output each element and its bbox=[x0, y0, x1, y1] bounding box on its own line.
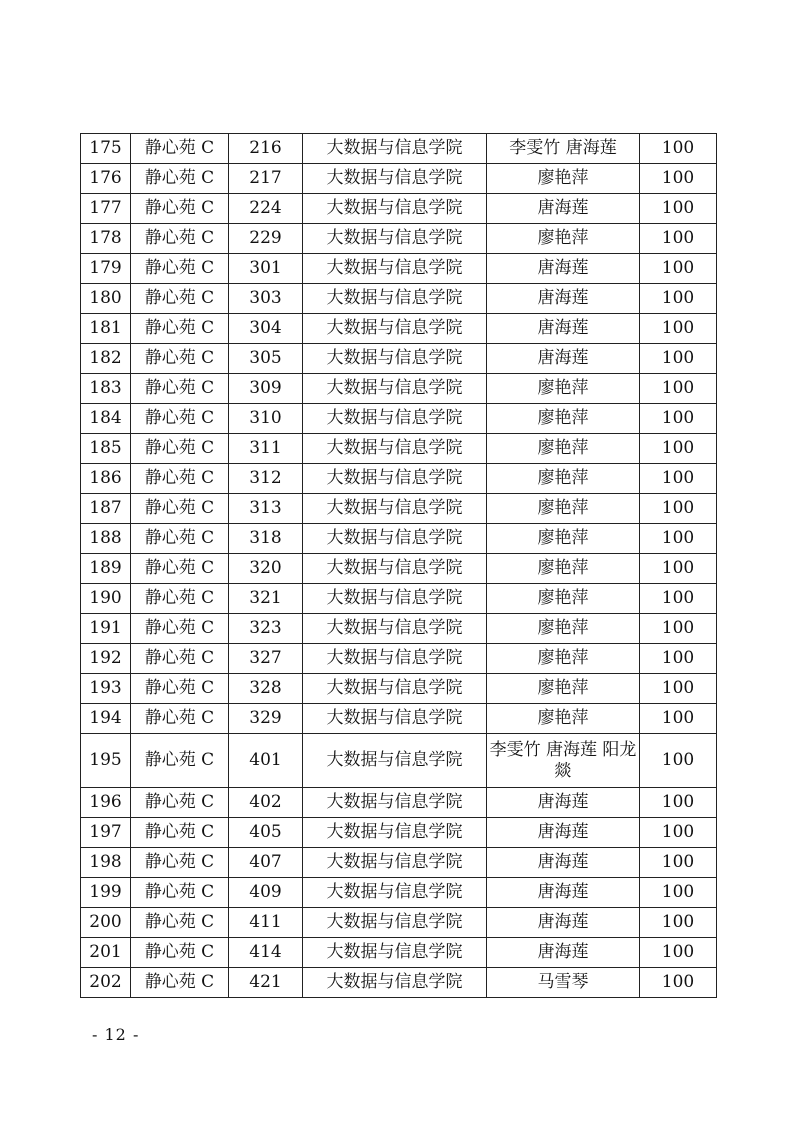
college-cell: 大数据与信息学院 bbox=[303, 968, 487, 998]
inspector-cell: 廖艳萍 bbox=[487, 554, 640, 584]
score-cell: 100 bbox=[640, 968, 717, 998]
score-cell: 100 bbox=[640, 134, 717, 164]
row-number-cell: 199 bbox=[81, 878, 131, 908]
room-number-cell: 224 bbox=[229, 194, 303, 224]
building-cell: 静心苑 C bbox=[131, 284, 229, 314]
row-number-cell: 186 bbox=[81, 464, 131, 494]
table-row bbox=[81, 614, 717, 644]
college-cell: 大数据与信息学院 bbox=[303, 908, 487, 938]
score-cell: 100 bbox=[640, 284, 717, 314]
building-cell: 静心苑 C bbox=[131, 878, 229, 908]
row-number-cell: 201 bbox=[81, 938, 131, 968]
page-number: - 12 - bbox=[92, 1025, 140, 1044]
table-row bbox=[81, 704, 717, 734]
college-cell: 大数据与信息学院 bbox=[303, 818, 487, 848]
inspector-cell: 唐海莲 bbox=[487, 194, 640, 224]
room-number-cell: 328 bbox=[229, 674, 303, 704]
college-cell: 大数据与信息学院 bbox=[303, 878, 487, 908]
inspector-cell: 廖艳萍 bbox=[487, 674, 640, 704]
inspector-cell: 李雯竹 唐海莲 bbox=[487, 134, 640, 164]
row-number-cell: 189 bbox=[81, 554, 131, 584]
inspector-cell: 廖艳萍 bbox=[487, 584, 640, 614]
college-cell: 大数据与信息学院 bbox=[303, 374, 487, 404]
table-row bbox=[81, 644, 717, 674]
table-row bbox=[81, 878, 717, 908]
college-cell: 大数据与信息学院 bbox=[303, 404, 487, 434]
row-number-cell: 194 bbox=[81, 704, 131, 734]
room-number-cell: 318 bbox=[229, 524, 303, 554]
row-number-cell: 184 bbox=[81, 404, 131, 434]
row-number-cell: 190 bbox=[81, 584, 131, 614]
score-cell: 100 bbox=[640, 938, 717, 968]
building-cell: 静心苑 C bbox=[131, 674, 229, 704]
row-number-cell: 192 bbox=[81, 644, 131, 674]
score-cell: 100 bbox=[640, 314, 717, 344]
row-number-cell: 185 bbox=[81, 434, 131, 464]
room-number-cell: 312 bbox=[229, 464, 303, 494]
table-row bbox=[81, 554, 717, 584]
college-cell: 大数据与信息学院 bbox=[303, 554, 487, 584]
table-row bbox=[81, 734, 717, 788]
inspector-cell: 唐海莲 bbox=[487, 938, 640, 968]
building-cell: 静心苑 C bbox=[131, 908, 229, 938]
room-number-cell: 421 bbox=[229, 968, 303, 998]
college-cell: 大数据与信息学院 bbox=[303, 464, 487, 494]
building-cell: 静心苑 C bbox=[131, 374, 229, 404]
table-row bbox=[81, 404, 717, 434]
room-number-cell: 313 bbox=[229, 494, 303, 524]
table-row bbox=[81, 938, 717, 968]
inspector-cell: 唐海莲 bbox=[487, 818, 640, 848]
row-number-cell: 193 bbox=[81, 674, 131, 704]
college-cell: 大数据与信息学院 bbox=[303, 644, 487, 674]
score-cell: 100 bbox=[640, 464, 717, 494]
table-body bbox=[81, 134, 717, 998]
building-cell: 静心苑 C bbox=[131, 554, 229, 584]
room-number-cell: 329 bbox=[229, 704, 303, 734]
college-cell: 大数据与信息学院 bbox=[303, 134, 487, 164]
building-cell: 静心苑 C bbox=[131, 494, 229, 524]
table-row bbox=[81, 224, 717, 254]
room-number-cell: 402 bbox=[229, 788, 303, 818]
building-cell: 静心苑 C bbox=[131, 788, 229, 818]
inspector-cell: 廖艳萍 bbox=[487, 374, 640, 404]
building-cell: 静心苑 C bbox=[131, 254, 229, 284]
room-number-cell: 401 bbox=[229, 734, 303, 788]
table-row bbox=[81, 374, 717, 404]
room-number-cell: 309 bbox=[229, 374, 303, 404]
room-number-cell: 217 bbox=[229, 164, 303, 194]
inspector-cell: 廖艳萍 bbox=[487, 644, 640, 674]
building-cell: 静心苑 C bbox=[131, 434, 229, 464]
building-cell: 静心苑 C bbox=[131, 134, 229, 164]
inspector-cell: 廖艳萍 bbox=[487, 704, 640, 734]
score-cell: 100 bbox=[640, 788, 717, 818]
table-row bbox=[81, 788, 717, 818]
row-number-cell: 177 bbox=[81, 194, 131, 224]
row-number-cell: 175 bbox=[81, 134, 131, 164]
row-number-cell: 198 bbox=[81, 848, 131, 878]
inspector-cell: 李雯竹 唐海莲 阳龙燚 bbox=[487, 734, 640, 788]
score-cell: 100 bbox=[640, 164, 717, 194]
room-number-cell: 301 bbox=[229, 254, 303, 284]
room-number-cell: 405 bbox=[229, 818, 303, 848]
inspector-cell: 廖艳萍 bbox=[487, 494, 640, 524]
table-row bbox=[81, 464, 717, 494]
college-cell: 大数据与信息学院 bbox=[303, 224, 487, 254]
row-number-cell: 181 bbox=[81, 314, 131, 344]
score-cell: 100 bbox=[640, 584, 717, 614]
college-cell: 大数据与信息学院 bbox=[303, 734, 487, 788]
building-cell: 静心苑 C bbox=[131, 224, 229, 254]
college-cell: 大数据与信息学院 bbox=[303, 494, 487, 524]
room-number-cell: 320 bbox=[229, 554, 303, 584]
inspector-cell: 唐海莲 bbox=[487, 344, 640, 374]
table-row bbox=[81, 524, 717, 554]
room-number-cell: 304 bbox=[229, 314, 303, 344]
row-number-cell: 178 bbox=[81, 224, 131, 254]
building-cell: 静心苑 C bbox=[131, 704, 229, 734]
score-cell: 100 bbox=[640, 908, 717, 938]
score-cell: 100 bbox=[640, 194, 717, 224]
college-cell: 大数据与信息学院 bbox=[303, 704, 487, 734]
college-cell: 大数据与信息学院 bbox=[303, 674, 487, 704]
table-row bbox=[81, 674, 717, 704]
building-cell: 静心苑 C bbox=[131, 818, 229, 848]
college-cell: 大数据与信息学院 bbox=[303, 434, 487, 464]
room-number-cell: 414 bbox=[229, 938, 303, 968]
building-cell: 静心苑 C bbox=[131, 194, 229, 224]
college-cell: 大数据与信息学院 bbox=[303, 614, 487, 644]
row-number-cell: 179 bbox=[81, 254, 131, 284]
inspector-cell: 唐海莲 bbox=[487, 314, 640, 344]
row-number-cell: 202 bbox=[81, 968, 131, 998]
score-cell: 100 bbox=[640, 374, 717, 404]
inspector-cell: 唐海莲 bbox=[487, 788, 640, 818]
score-cell: 100 bbox=[640, 674, 717, 704]
college-cell: 大数据与信息学院 bbox=[303, 194, 487, 224]
college-cell: 大数据与信息学院 bbox=[303, 938, 487, 968]
room-number-cell: 321 bbox=[229, 584, 303, 614]
college-cell: 大数据与信息学院 bbox=[303, 254, 487, 284]
score-cell: 100 bbox=[640, 404, 717, 434]
score-cell: 100 bbox=[640, 734, 717, 788]
room-number-cell: 409 bbox=[229, 878, 303, 908]
building-cell: 静心苑 C bbox=[131, 938, 229, 968]
table-row bbox=[81, 344, 717, 374]
table-row bbox=[81, 908, 717, 938]
inspection-table bbox=[80, 133, 717, 998]
score-cell: 100 bbox=[640, 224, 717, 254]
room-number-cell: 323 bbox=[229, 614, 303, 644]
table-row bbox=[81, 314, 717, 344]
building-cell: 静心苑 C bbox=[131, 524, 229, 554]
college-cell: 大数据与信息学院 bbox=[303, 344, 487, 374]
inspector-cell: 廖艳萍 bbox=[487, 524, 640, 554]
table-row bbox=[81, 434, 717, 464]
row-number-cell: 183 bbox=[81, 374, 131, 404]
room-number-cell: 327 bbox=[229, 644, 303, 674]
row-number-cell: 188 bbox=[81, 524, 131, 554]
table-row bbox=[81, 818, 717, 848]
room-number-cell: 311 bbox=[229, 434, 303, 464]
table-row bbox=[81, 584, 717, 614]
table-row bbox=[81, 848, 717, 878]
college-cell: 大数据与信息学院 bbox=[303, 314, 487, 344]
college-cell: 大数据与信息学院 bbox=[303, 524, 487, 554]
row-number-cell: 195 bbox=[81, 734, 131, 788]
score-cell: 100 bbox=[640, 644, 717, 674]
row-number-cell: 187 bbox=[81, 494, 131, 524]
row-number-cell: 182 bbox=[81, 344, 131, 374]
room-number-cell: 229 bbox=[229, 224, 303, 254]
inspector-cell: 廖艳萍 bbox=[487, 434, 640, 464]
room-number-cell: 310 bbox=[229, 404, 303, 434]
building-cell: 静心苑 C bbox=[131, 968, 229, 998]
score-cell: 100 bbox=[640, 344, 717, 374]
score-cell: 100 bbox=[640, 878, 717, 908]
college-cell: 大数据与信息学院 bbox=[303, 848, 487, 878]
row-number-cell: 176 bbox=[81, 164, 131, 194]
inspector-cell: 廖艳萍 bbox=[487, 224, 640, 254]
inspector-cell: 唐海莲 bbox=[487, 878, 640, 908]
room-number-cell: 303 bbox=[229, 284, 303, 314]
inspector-cell: 廖艳萍 bbox=[487, 464, 640, 494]
room-number-cell: 407 bbox=[229, 848, 303, 878]
score-cell: 100 bbox=[640, 614, 717, 644]
table-row bbox=[81, 494, 717, 524]
row-number-cell: 180 bbox=[81, 284, 131, 314]
table-row bbox=[81, 134, 717, 164]
inspector-cell: 唐海莲 bbox=[487, 848, 640, 878]
row-number-cell: 196 bbox=[81, 788, 131, 818]
inspector-cell: 唐海莲 bbox=[487, 254, 640, 284]
score-cell: 100 bbox=[640, 524, 717, 554]
building-cell: 静心苑 C bbox=[131, 464, 229, 494]
building-cell: 静心苑 C bbox=[131, 734, 229, 788]
score-cell: 100 bbox=[640, 704, 717, 734]
score-cell: 100 bbox=[640, 818, 717, 848]
table-row bbox=[81, 194, 717, 224]
row-number-cell: 191 bbox=[81, 614, 131, 644]
room-number-cell: 411 bbox=[229, 908, 303, 938]
building-cell: 静心苑 C bbox=[131, 164, 229, 194]
college-cell: 大数据与信息学院 bbox=[303, 284, 487, 314]
inspector-cell: 唐海莲 bbox=[487, 284, 640, 314]
inspector-cell: 廖艳萍 bbox=[487, 614, 640, 644]
college-cell: 大数据与信息学院 bbox=[303, 164, 487, 194]
score-cell: 100 bbox=[640, 254, 717, 284]
inspector-cell: 廖艳萍 bbox=[487, 164, 640, 194]
score-cell: 100 bbox=[640, 848, 717, 878]
inspector-cell: 廖艳萍 bbox=[487, 404, 640, 434]
inspector-cell: 马雪琴 bbox=[487, 968, 640, 998]
room-number-cell: 305 bbox=[229, 344, 303, 374]
inspector-cell: 唐海莲 bbox=[487, 908, 640, 938]
table-row bbox=[81, 284, 717, 314]
score-cell: 100 bbox=[640, 494, 717, 524]
room-number-cell: 216 bbox=[229, 134, 303, 164]
score-cell: 100 bbox=[640, 434, 717, 464]
table-row bbox=[81, 968, 717, 998]
table-row bbox=[81, 254, 717, 284]
building-cell: 静心苑 C bbox=[131, 344, 229, 374]
row-number-cell: 197 bbox=[81, 818, 131, 848]
building-cell: 静心苑 C bbox=[131, 314, 229, 344]
college-cell: 大数据与信息学院 bbox=[303, 584, 487, 614]
building-cell: 静心苑 C bbox=[131, 848, 229, 878]
building-cell: 静心苑 C bbox=[131, 404, 229, 434]
score-cell: 100 bbox=[640, 554, 717, 584]
building-cell: 静心苑 C bbox=[131, 614, 229, 644]
college-cell: 大数据与信息学院 bbox=[303, 788, 487, 818]
row-number-cell: 200 bbox=[81, 908, 131, 938]
table-row bbox=[81, 164, 717, 194]
building-cell: 静心苑 C bbox=[131, 584, 229, 614]
building-cell: 静心苑 C bbox=[131, 644, 229, 674]
